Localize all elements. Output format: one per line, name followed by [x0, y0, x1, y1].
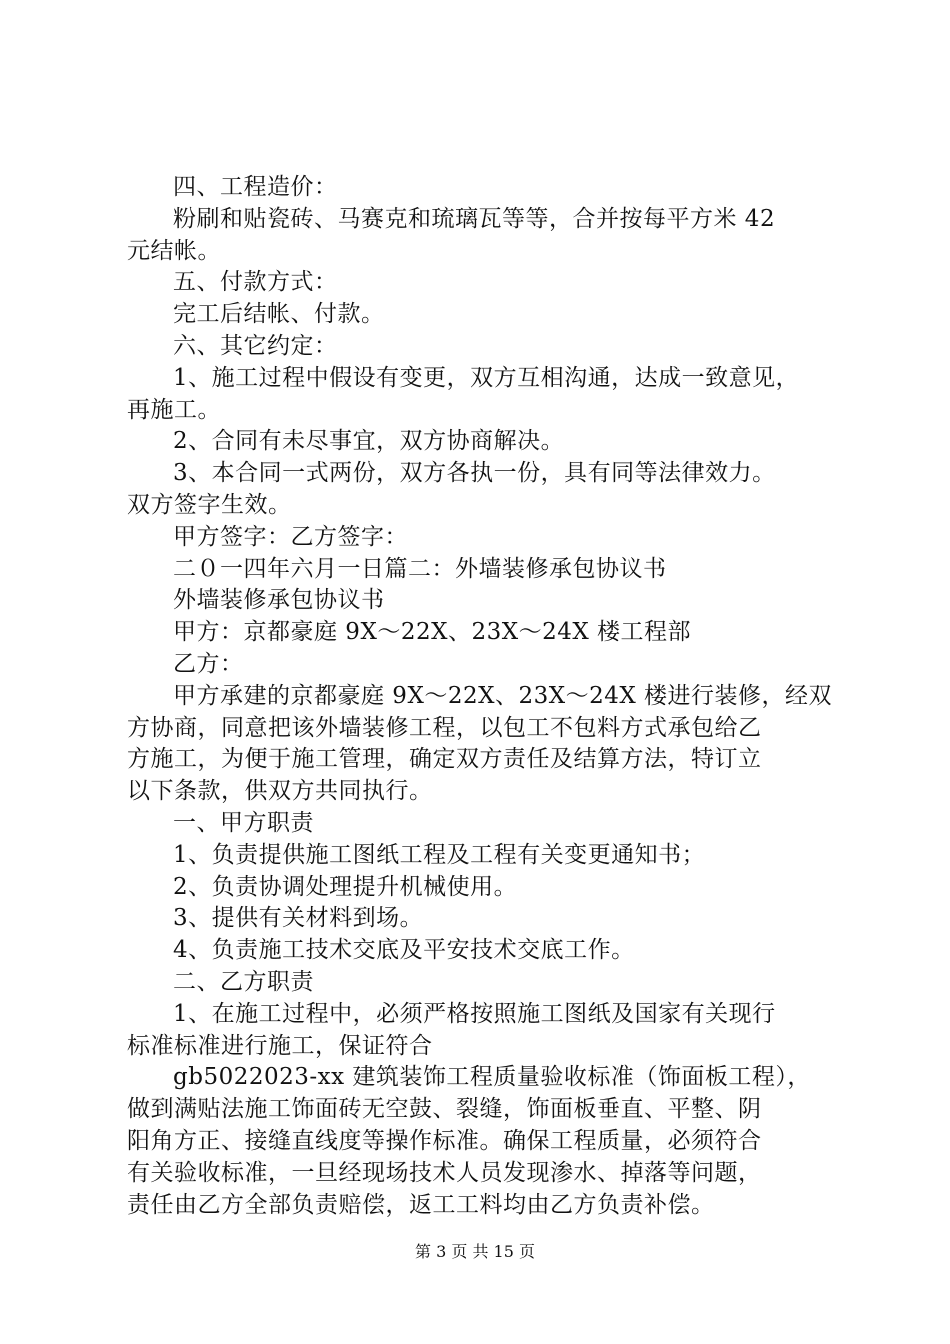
text-line: 双方签字生效。 — [127, 491, 292, 518]
text-line: 方协商，同意把该外墙装修工程，以包工不包料方式承包给乙 — [127, 714, 762, 741]
text-line: 阳角方正、接缝直线度等操作标准。确保工程质量，必须符合 — [127, 1127, 762, 1154]
text-line: 4、负责施工技术交底及平安技术交底工作。 — [173, 937, 635, 964]
text-line: 2、合同有未尽事宜，双方协商解决。 — [173, 428, 565, 455]
text-line: 甲方承建的京都豪庭 9X～22X、23X～24X 楼进行装修，经双 — [173, 682, 833, 709]
text-line: 方施工，为便于施工管理，确定双方责任及结算方法，特订立 — [127, 746, 762, 773]
text-line: 责任由乙方全部负责赔偿，返工工料均由乙方负责补偿。 — [127, 1191, 715, 1218]
text-line: 元结帐。 — [127, 237, 221, 264]
text-line: 甲方：京都豪庭 9X～22X、23X～24X 楼工程部 — [173, 619, 692, 646]
text-line: 一、甲方职责 — [173, 809, 314, 836]
page-footer: 第 3 页 共 15 页 — [415, 1242, 535, 1261]
text-line: 标准标准进行施工，保证符合 — [127, 1032, 433, 1059]
text-line: 五、付款方式： — [173, 269, 338, 296]
text-line: 完工后结帐、付款。 — [173, 301, 385, 328]
text-line: 六、其它约定： — [173, 332, 338, 359]
text-line: 2、负责协调处理提升机械使用。 — [173, 873, 518, 900]
text-line: 乙方： — [173, 650, 244, 677]
document-body — [127, 172, 839, 1221]
text-line: 外墙装修承包协议书 — [173, 587, 385, 614]
text-line: 1、负责提供施工图纸工程及工程有关变更通知书； — [173, 841, 706, 868]
text-line: 二、乙方职责 — [173, 968, 314, 995]
text-line: 以下条款，供双方共同执行。 — [127, 778, 433, 805]
text-line: 四、工程造价： — [173, 174, 338, 200]
text-line: 有关验收标准，一旦经现场技术人员发现渗水、掉落等问题， — [127, 1159, 762, 1186]
text-line: 1、施工过程中假设有变更，双方互相沟通，达成一致意见， — [173, 364, 800, 391]
text-line: gb5022023-xx 建筑装饰工程质量验收标准（饰面板工程）， — [173, 1064, 811, 1091]
text-line: 3、本合同一式两份，双方各执一份，具有同等法律效力。 — [173, 460, 776, 487]
text-line: 甲方签字：乙方签字： — [173, 523, 408, 550]
text-line: 1、在施工过程中，必须严格按照施工图纸及国家有关现行 — [173, 1000, 776, 1027]
text-line: 3、提供有关材料到场。 — [173, 905, 424, 932]
text-line: 做到满贴法施工饰面砖无空鼓、裂缝，饰面板垂直、平整、阴 — [127, 1096, 762, 1123]
text-line: 再施工。 — [127, 396, 221, 423]
text-line: 粉刷和贴瓷砖、马赛克和琉璃瓦等等，合并按每平方米 42 — [173, 205, 776, 232]
text-line: 二０一四年六月一日篇二：外墙装修承包协议书 — [173, 555, 667, 582]
